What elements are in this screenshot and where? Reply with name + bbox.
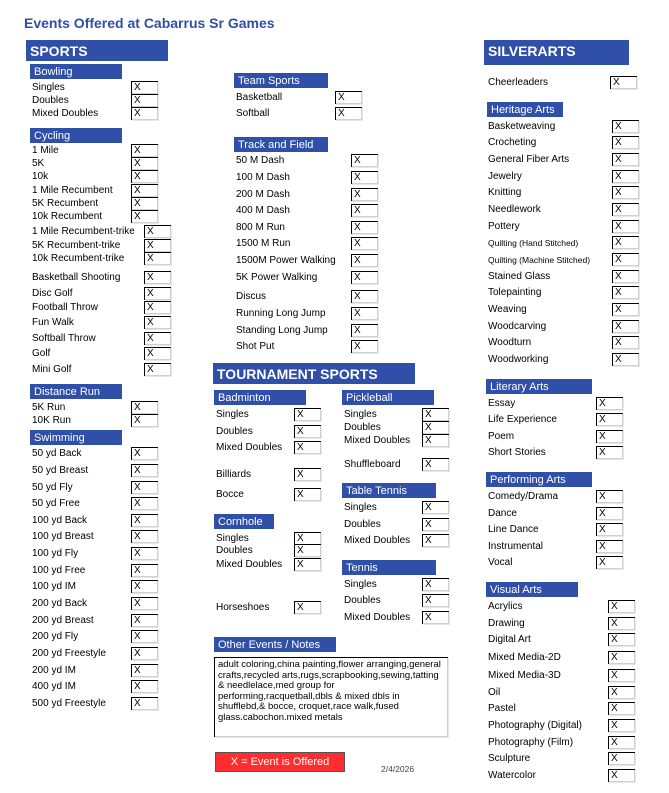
section-header-silverarts: SILVERARTS xyxy=(484,40,629,65)
event-label-mixed-doubles: Mixed Doubles xyxy=(216,559,283,570)
event-checkbox-100-yd-free[interactable]: X xyxy=(131,564,158,577)
event-checkbox-100-yd-im[interactable]: X xyxy=(131,580,158,593)
legend-badge: X = Event is Offered xyxy=(215,752,345,772)
event-label-dance: Dance xyxy=(488,508,517,519)
event-label-50-yd-free: 50 yd Free xyxy=(32,498,80,509)
event-checkbox-photography-film[interactable]: X xyxy=(608,736,635,749)
event-checkbox-1-mile-recumbent[interactable]: X xyxy=(131,184,158,197)
event-checkbox-50-yd-free[interactable]: X xyxy=(131,497,158,510)
event-label-5k: 5K xyxy=(32,158,45,169)
event-checkbox-oil[interactable]: X xyxy=(608,686,635,699)
event-label-100-yd-im: 100 yd IM xyxy=(32,581,76,592)
event-checkbox-drawing[interactable]: X xyxy=(608,617,635,630)
event-label-standing-long-jump: Standing Long Jump xyxy=(236,325,328,336)
event-label-billiards: Billiards xyxy=(216,469,252,480)
event-label-instrumental: Instrumental xyxy=(488,541,544,552)
event-label-crocheting: Crocheting xyxy=(488,137,537,148)
event-checkbox-doubles[interactable]: X xyxy=(131,94,158,107)
event-checkbox-1500m-power-walking[interactable]: X xyxy=(351,254,378,267)
event-label-1-mile-recumbent: 1 Mile Recumbent xyxy=(32,185,113,196)
event-checkbox-basketball-shooting[interactable]: X xyxy=(144,271,171,284)
event-checkbox-instrumental[interactable]: X xyxy=(596,540,623,553)
event-label-singles: Singles xyxy=(344,579,377,590)
event-label-basketball-shooting: Basketball Shooting xyxy=(32,272,121,283)
event-label-400-yd-im: 400 yd IM xyxy=(32,681,76,692)
event-checkbox-line-dance[interactable]: X xyxy=(596,523,623,536)
event-label-200-yd-back: 200 yd Back xyxy=(32,598,88,609)
event-label-singles: Singles xyxy=(344,409,377,420)
event-label-oil: Oil xyxy=(488,687,501,698)
event-label-softball: Softball xyxy=(236,108,270,119)
event-label-1-mile-recumbent-trike: 1 Mile Recumbent-trike xyxy=(32,226,135,237)
event-label-mixed-media-3d: Mixed Media-3D xyxy=(488,670,561,681)
event-checkbox-sculpture[interactable]: X xyxy=(608,752,635,765)
event-label-photography-digital: Photography (Digital) xyxy=(488,720,582,731)
event-checkbox-poem[interactable]: X xyxy=(596,430,623,443)
event-label-200-m-dash: 200 M Dash xyxy=(236,189,290,200)
section-header-tournament: TOURNAMENT SPORTS xyxy=(213,363,415,384)
event-checkbox-watercolor[interactable]: X xyxy=(608,769,635,782)
event-label-bocce: Bocce xyxy=(216,489,244,500)
event-checkbox-200-yd-fly[interactable]: X xyxy=(131,630,158,643)
event-checkbox-mixed-doubles[interactable]: X xyxy=(422,434,449,447)
event-checkbox-doubles[interactable]: X xyxy=(422,594,449,607)
event-label-10k-recumbent: 10k Recumbent xyxy=(32,211,103,222)
event-checkbox-mixed-doubles[interactable]: X xyxy=(422,534,449,547)
event-label-10k: 10k xyxy=(32,171,49,182)
event-label-5k-recumbent-trike: 5K Recumbent-trike xyxy=(32,240,121,251)
event-checkbox-1500-m-run[interactable]: X xyxy=(351,237,378,250)
event-checkbox-10k-recumbent[interactable]: X xyxy=(131,210,158,223)
event-checkbox-standing-long-jump[interactable]: X xyxy=(351,324,378,337)
event-checkbox-golf[interactable]: X xyxy=(144,347,171,360)
event-label-poem: Poem xyxy=(488,431,515,442)
section-header-bowling: Bowling xyxy=(30,64,122,79)
event-label-vocal: Vocal xyxy=(488,557,513,568)
event-label-tolepainting: Tolepainting xyxy=(488,287,542,298)
event-label-digital-art: Digital Art xyxy=(488,634,531,645)
event-checkbox-softball[interactable]: X xyxy=(335,107,362,120)
event-checkbox-photography-digital[interactable]: X xyxy=(608,719,635,732)
event-label-doubles: Doubles xyxy=(344,595,381,606)
event-label-sculpture: Sculpture xyxy=(488,753,531,764)
event-checkbox-800-m-run[interactable]: X xyxy=(351,221,378,234)
event-label-general-fiber-arts: General Fiber Arts xyxy=(488,154,570,165)
section-header-pickleball: Pickleball xyxy=(342,390,434,405)
section-header-track-field: Track and Field xyxy=(234,137,328,152)
notes-field[interactable]: adult coloring,china painting,flower arranging,general crafts,recycled arts,rugs,scrapbooking,sewing,tatting & needlelace,med group for performing,racquetball,dbls & mixed dbls in shufflebd,& bocce, croquet,race walk,fused glass.cabochon.mixed metals xyxy=(214,657,448,737)
event-label-running-long-jump: Running Long Jump xyxy=(236,308,326,319)
event-label-50-yd-back: 50 yd Back xyxy=(32,448,82,459)
event-label-10k-recumbent-trike: 10k Recumbent-trike xyxy=(32,253,125,264)
event-checkbox-mini-golf[interactable]: X xyxy=(144,363,171,376)
event-checkbox-mixed-doubles[interactable]: X xyxy=(131,107,158,120)
event-label-shuffleboard: Shuffleboard xyxy=(344,459,401,470)
event-checkbox-5k-recumbent[interactable]: X xyxy=(131,197,158,210)
event-checkbox-10k[interactable]: X xyxy=(131,170,158,183)
event-label-mixed-doubles: Mixed Doubles xyxy=(344,612,411,623)
event-checkbox-crocheting[interactable]: X xyxy=(612,136,639,149)
event-label-discus: Discus xyxy=(236,291,267,302)
event-checkbox-life-experience[interactable]: X xyxy=(596,413,623,426)
document-date: 2/4/2026 xyxy=(381,764,415,774)
event-label-needlework: Needlework xyxy=(488,204,541,215)
event-label-500-yd-freestyle: 500 yd Freestyle xyxy=(32,698,106,709)
event-checkbox-discus[interactable]: X xyxy=(351,290,378,303)
event-checkbox-essay[interactable]: X xyxy=(596,397,623,410)
event-checkbox-vocal[interactable]: X xyxy=(596,556,623,569)
event-checkbox-basketball[interactable]: X xyxy=(335,91,362,104)
event-checkbox-bocce[interactable]: X xyxy=(294,488,321,501)
event-checkbox-acrylics[interactable]: X xyxy=(608,600,635,613)
event-checkbox-200-yd-im[interactable]: X xyxy=(131,664,158,677)
section-header-cornhole: Cornhole xyxy=(214,514,274,529)
event-label-mini-golf: Mini Golf xyxy=(32,364,72,375)
event-checkbox-quilting-hand-stitched[interactable]: X xyxy=(612,236,639,249)
event-label-200-yd-fly: 200 yd Fly xyxy=(32,631,79,642)
event-checkbox-5k[interactable]: X xyxy=(131,157,158,170)
event-checkbox-doubles[interactable]: X xyxy=(422,518,449,531)
event-checkbox-500-yd-freestyle[interactable]: X xyxy=(131,697,158,710)
event-checkbox-mixed-doubles[interactable]: X xyxy=(294,558,321,571)
event-label-photography-film: Photography (Film) xyxy=(488,737,574,748)
event-checkbox-200-yd-freestyle[interactable]: X xyxy=(131,647,158,660)
event-label-doubles: Doubles xyxy=(216,426,253,437)
event-label-woodturn: Woodturn xyxy=(488,337,532,348)
event-checkbox-softball-throw[interactable]: X xyxy=(144,332,171,345)
event-checkbox-football-throw[interactable]: X xyxy=(144,301,171,314)
event-label-short-stories: Short Stories xyxy=(488,447,546,458)
page-title: Events Offered at Cabarrus Sr Games xyxy=(24,15,275,31)
section-header-distance-run: Distance Run xyxy=(30,384,122,399)
event-checkbox-tolepainting[interactable]: X xyxy=(612,286,639,299)
event-checkbox-mixed-media-2d[interactable]: X xyxy=(608,651,635,664)
event-label-stained-glass: Stained Glass xyxy=(488,271,551,282)
event-label-doubles: Doubles xyxy=(216,545,253,556)
event-checkbox-singles[interactable]: X xyxy=(422,408,449,421)
event-label-doubles: Doubles xyxy=(344,519,381,530)
event-checkbox-10k-run[interactable]: X xyxy=(131,414,158,427)
event-label-acrylics: Acrylics xyxy=(488,601,523,612)
section-header-heritage: Heritage Arts xyxy=(487,102,563,117)
event-label-800-m-run: 800 M Run xyxy=(236,222,285,233)
event-label-knitting: Knitting xyxy=(488,187,522,198)
event-checkbox-400-m-dash[interactable]: X xyxy=(351,204,378,217)
event-label-mixed-doubles: Mixed Doubles xyxy=(32,108,99,119)
section-header-cycling: Cycling xyxy=(30,128,122,143)
event-checkbox-disc-golf[interactable]: X xyxy=(144,287,171,300)
event-checkbox-5k-recumbent-trike[interactable]: X xyxy=(144,239,171,252)
event-label-basketball: Basketball xyxy=(236,92,283,103)
event-checkbox-billiards[interactable]: X xyxy=(294,468,321,481)
event-checkbox-cheerleaders[interactable]: X xyxy=(610,76,637,89)
event-label-50-yd-breast: 50 yd Breast xyxy=(32,465,89,476)
event-checkbox-pottery[interactable]: X xyxy=(612,220,639,233)
event-checkbox-50-yd-fly[interactable]: X xyxy=(131,481,158,494)
event-label-fun-walk: Fun Walk xyxy=(32,317,74,328)
event-label-cheerleaders: Cheerleaders xyxy=(488,77,549,88)
event-label-doubles: Doubles xyxy=(32,95,69,106)
event-checkbox-1-mile-recumbent-trike[interactable]: X xyxy=(144,225,171,238)
event-checkbox-knitting[interactable]: X xyxy=(612,186,639,199)
section-header-badminton: Badminton xyxy=(214,390,306,405)
event-label-pastel: Pastel xyxy=(488,703,516,714)
event-label-100-m-dash: 100 M Dash xyxy=(236,172,290,183)
event-checkbox-100-yd-fly[interactable]: X xyxy=(131,547,158,560)
event-label-life-experience: Life Experience xyxy=(488,414,557,425)
event-checkbox-200-yd-breast[interactable]: X xyxy=(131,614,158,627)
event-checkbox-doubles[interactable]: X xyxy=(294,425,321,438)
event-checkbox-shot-put[interactable]: X xyxy=(351,340,378,353)
event-checkbox-400-yd-im[interactable]: X xyxy=(131,680,158,693)
event-checkbox-singles[interactable]: X xyxy=(422,501,449,514)
event-checkbox-1-mile[interactable]: X xyxy=(131,144,158,157)
event-label-singles: Singles xyxy=(32,82,65,93)
event-label-comedy-drama: Comedy/Drama xyxy=(488,491,559,502)
event-label-1-mile: 1 Mile xyxy=(32,145,59,156)
event-label-singles: Singles xyxy=(216,409,249,420)
event-label-singles: Singles xyxy=(216,533,249,544)
section-header-performing: Performing Arts xyxy=(486,472,592,487)
event-checkbox-doubles[interactable]: X xyxy=(422,421,449,434)
section-header-visual: Visual Arts xyxy=(486,582,578,597)
event-label-5k-run: 5K Run xyxy=(32,402,66,413)
event-checkbox-fun-walk[interactable]: X xyxy=(144,316,171,329)
section-header-table-tennis: Table Tennis xyxy=(342,483,436,498)
event-label-woodcarving: Woodcarving xyxy=(488,321,547,332)
event-checkbox-woodworking[interactable]: X xyxy=(612,353,639,366)
event-checkbox-100-yd-breast[interactable]: X xyxy=(131,530,158,543)
event-label-football-throw: Football Throw xyxy=(32,302,98,313)
event-checkbox-needlework[interactable]: X xyxy=(612,203,639,216)
event-label-drawing: Drawing xyxy=(488,618,525,629)
event-label-watercolor: Watercolor xyxy=(488,770,536,781)
section-header-other: Other Events / Notes xyxy=(214,637,336,652)
event-checkbox-mixed-media-3d[interactable]: X xyxy=(608,669,635,682)
event-label-100-yd-free: 100 yd Free xyxy=(32,565,86,576)
event-checkbox-dance[interactable]: X xyxy=(596,507,623,520)
event-checkbox-singles[interactable]: X xyxy=(294,408,321,421)
event-checkbox-5k-run[interactable]: X xyxy=(131,401,158,414)
event-label-mixed-doubles: Mixed Doubles xyxy=(344,535,411,546)
event-checkbox-running-long-jump[interactable]: X xyxy=(351,307,378,320)
event-label-5k-power-walking: 5K Power Walking xyxy=(236,272,318,283)
event-checkbox-100-m-dash[interactable]: X xyxy=(351,171,378,184)
event-label-weaving: Weaving xyxy=(488,304,527,315)
event-label-singles: Singles xyxy=(344,502,377,513)
event-label-1500m-power-walking: 1500M Power Walking xyxy=(236,255,336,266)
event-checkbox-100-yd-back[interactable]: X xyxy=(131,514,158,527)
event-label-1500-m-run: 1500 M Run xyxy=(236,238,291,249)
event-checkbox-horseshoes[interactable]: X xyxy=(294,601,321,614)
event-checkbox-weaving[interactable]: X xyxy=(612,303,639,316)
event-label-line-dance: Line Dance xyxy=(488,524,539,535)
event-label-400-m-dash: 400 M Dash xyxy=(236,205,290,216)
event-label-horseshoes: Horseshoes xyxy=(216,602,270,613)
event-checkbox-pastel[interactable]: X xyxy=(608,702,635,715)
event-checkbox-50-m-dash[interactable]: X xyxy=(351,154,378,167)
event-checkbox-stained-glass[interactable]: X xyxy=(612,270,639,283)
event-checkbox-quilting-machine-stitched[interactable]: X xyxy=(612,253,639,266)
event-checkbox-jewelry[interactable]: X xyxy=(612,170,639,183)
section-header-swimming: Swimming xyxy=(30,430,122,445)
section-header-sports: SPORTS xyxy=(26,40,168,61)
event-checkbox-singles[interactable]: X xyxy=(131,81,158,94)
event-checkbox-general-fiber-arts[interactable]: X xyxy=(612,153,639,166)
event-label-doubles: Doubles xyxy=(344,422,381,433)
event-checkbox-mixed-doubles[interactable]: X xyxy=(422,611,449,624)
event-checkbox-200-yd-back[interactable]: X xyxy=(131,597,158,610)
event-label-200-yd-im: 200 yd IM xyxy=(32,665,76,676)
event-checkbox-50-yd-back[interactable]: X xyxy=(131,447,158,460)
event-checkbox-200-m-dash[interactable]: X xyxy=(351,188,378,201)
event-label-50-yd-fly: 50 yd Fly xyxy=(32,482,73,493)
event-checkbox-comedy-drama[interactable]: X xyxy=(596,490,623,503)
event-checkbox-digital-art[interactable]: X xyxy=(608,633,635,646)
event-label-10k-run: 10K Run xyxy=(32,415,71,426)
event-label-quilting-machine-stitched: Quilting (Machine Stitched) xyxy=(488,255,591,265)
event-label-200-yd-breast: 200 yd Breast xyxy=(32,615,94,626)
section-header-team-sports: Team Sports xyxy=(234,73,328,88)
event-label-mixed-doubles: Mixed Doubles xyxy=(344,435,411,446)
event-label-essay: Essay xyxy=(488,398,516,409)
section-header-tennis: Tennis xyxy=(342,560,436,575)
event-label-woodworking: Woodworking xyxy=(488,354,549,365)
event-label-disc-golf: Disc Golf xyxy=(32,288,73,299)
event-label-5k-recumbent: 5K Recumbent xyxy=(32,198,99,209)
event-label-softball-throw: Softball Throw xyxy=(32,333,96,344)
event-checkbox-shuffleboard[interactable]: X xyxy=(422,458,449,471)
event-checkbox-singles[interactable]: X xyxy=(294,532,321,545)
event-label-golf: Golf xyxy=(32,348,51,359)
event-checkbox-mixed-doubles[interactable]: X xyxy=(294,441,321,454)
event-label-basketweaving: Basketweaving xyxy=(488,121,556,132)
event-checkbox-doubles[interactable]: X xyxy=(294,544,321,557)
event-checkbox-woodturn[interactable]: X xyxy=(612,336,639,349)
event-label-quilting-hand-stitched: Quilting (Hand Stitched) xyxy=(488,238,579,248)
event-label-mixed-doubles: Mixed Doubles xyxy=(216,442,283,453)
event-checkbox-5k-power-walking[interactable]: X xyxy=(351,271,378,284)
event-label-50-m-dash: 50 M Dash xyxy=(236,155,285,166)
event-label-mixed-media-2d: Mixed Media-2D xyxy=(488,652,561,663)
event-label-pottery: Pottery xyxy=(488,221,520,232)
event-label-200-yd-freestyle: 200 yd Freestyle xyxy=(32,648,106,659)
section-header-literary: Literary Arts xyxy=(486,379,592,394)
event-label-100-yd-fly: 100 yd Fly xyxy=(32,548,79,559)
event-checkbox-singles[interactable]: X xyxy=(422,578,449,591)
event-label-jewelry: Jewelry xyxy=(488,171,522,182)
event-label-100-yd-back: 100 yd Back xyxy=(32,515,88,526)
event-checkbox-10k-recumbent-trike[interactable]: X xyxy=(144,252,171,265)
event-label-shot-put: Shot Put xyxy=(236,341,275,352)
event-checkbox-short-stories[interactable]: X xyxy=(596,446,623,459)
event-checkbox-woodcarving[interactable]: X xyxy=(612,320,639,333)
event-label-100-yd-breast: 100 yd Breast xyxy=(32,531,94,542)
event-checkbox-50-yd-breast[interactable]: X xyxy=(131,464,158,477)
event-checkbox-basketweaving[interactable]: X xyxy=(612,120,639,133)
